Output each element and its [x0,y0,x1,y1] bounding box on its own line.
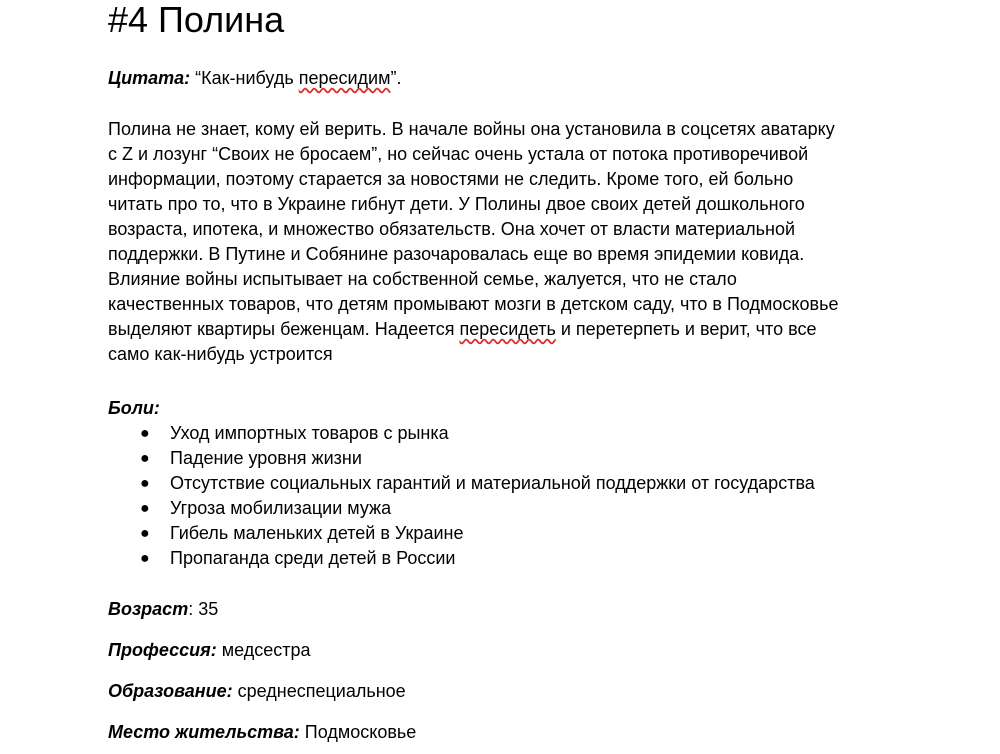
list-item [108,446,815,471]
list-item [108,496,815,521]
bio-line: само как-нибудь устроится [108,344,333,364]
quote-line [108,66,402,91]
residence-label: Место жительства: [108,722,300,742]
list-item [108,521,815,546]
bio-line: поддержки. В Путине и Собянине разочаровалась еще во время эпидемии ковида. [108,244,805,264]
list-item [108,546,815,571]
age-field [108,597,218,622]
bio-line [108,317,898,342]
bio-line: информации, поэтому старается за новостями не следить. Кроме того, ей больно [108,169,794,189]
bio-line9-before: выделяют квартиры беженцам. Надеется [108,319,460,339]
bio-line9-after: и перетерпеть и верит, что все [555,319,817,339]
quote-text-after: ”. [390,68,402,88]
bio-line: качественных товаров, что детям промывают мозги в детском саду, что в Подмосковье [108,294,839,314]
list-item [108,471,815,496]
age-colon: : [188,599,194,619]
list-item-text: Падение уровня жизни [170,448,362,468]
quote-misspelled-word: пересидим [298,68,391,88]
pains-heading [108,396,160,421]
page-title: #4 Полина [108,0,285,40]
age-label: Возраст [108,599,189,619]
bio-line: Полина не знает, кому ей верить. В начале войны она установила в соцсетях аватарку [108,119,835,139]
residence-value: Подмосковье [299,722,417,742]
pains-list [108,421,815,571]
profession-value: медсестра [216,640,311,660]
residence-field [108,720,416,745]
bio-line: Влияние войны испытывает на собственной семье, жалуется, что не стало [108,269,737,289]
pains-label: Боли: [108,398,160,418]
list-item-text: Угроза мобилизации мужа [170,498,392,518]
bullet-icon: ● [140,425,150,442]
education-value: среднеспециальное [232,681,406,701]
education-label: Образование: [108,681,233,701]
list-item-text: Пропаганда среди детей в России [170,548,456,568]
bullet-icon: ● [140,500,150,517]
list-item-text: Уход импортных товаров с рынка [170,423,449,443]
bio-paragraph [108,117,898,367]
bio-misspelled-word: пересидеть [459,319,556,339]
list-item-text: Отсутствие социальных гарантий и материальной поддержки от государства [170,473,815,493]
list-item [108,421,815,446]
bio-line: с Z и лозунг “Своих не бросаем”, но сейчас очень устала от потока противоречивой [108,144,809,164]
bio-line: читать про то, что в Украине гибнут дети. У Полины двое своих детей дошкольного [108,194,805,214]
bio-line: возраста, ипотека, и множество обязательств. Она хочет от власти материальной [108,219,796,239]
bullet-icon: ● [140,525,150,542]
bullet-icon: ● [140,550,150,567]
age-value: 35 [193,599,219,619]
education-field [108,679,406,704]
quote-label: Цитата: [108,68,191,88]
bullet-icon: ● [140,450,150,467]
profession-field [108,638,310,663]
profession-label: Профессия: [108,640,217,660]
list-item-text: Гибель маленьких детей в Украине [170,523,464,543]
quote-text-before: “Как-нибудь [190,68,299,88]
bullet-icon: ● [140,475,150,492]
